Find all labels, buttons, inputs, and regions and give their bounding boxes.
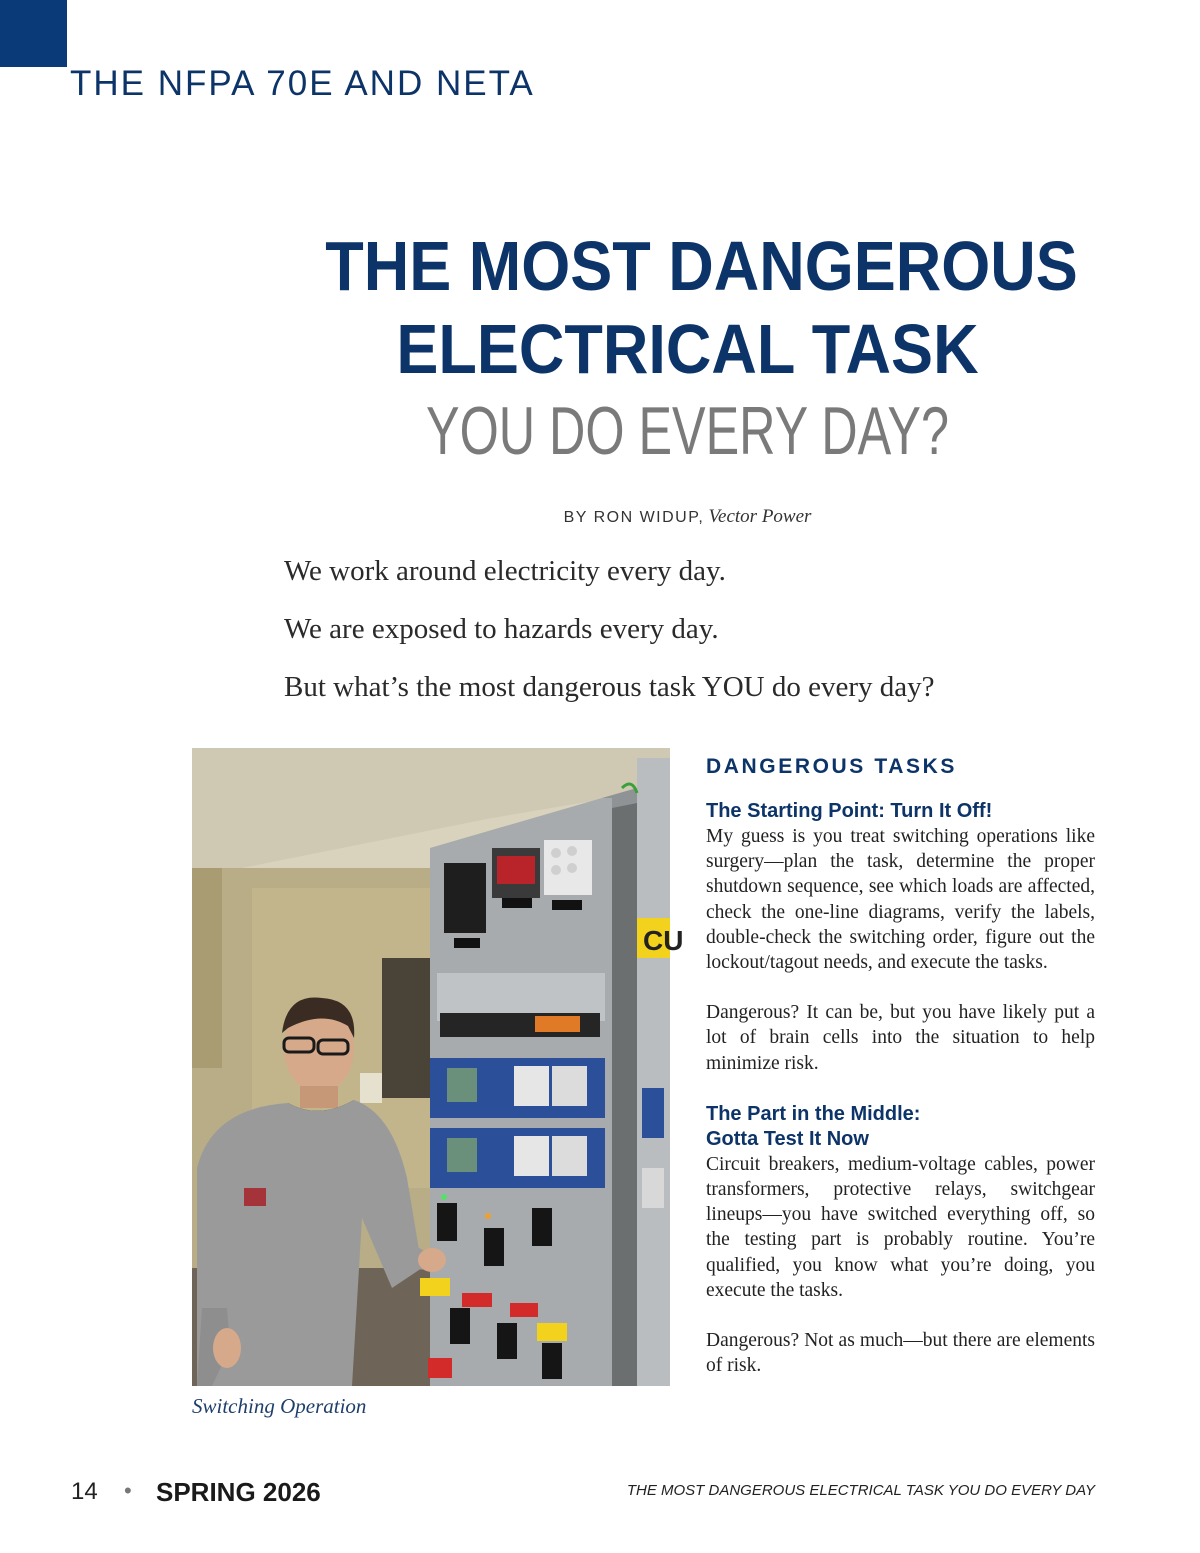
article-title [285,225,1090,471]
corner-color-block [0,0,67,67]
intro-line-3: But what’s the most dangerous task YOU do every day? [284,671,935,703]
issue-label: SPRING 2026 [156,1477,321,1507]
column-heading: DANGEROUS TASKS [706,755,957,778]
section1-paragraph-2: Dangerous? It can be, but you have likely put a lot of brain cells into the situation to help minimize risk. [706,1002,1095,1074]
title-line-1: THE MOST DANGEROUS [325,227,1078,305]
title-line-3: YOU DO EVERY DAY? [426,393,949,469]
running-title: THE MOST DANGEROUS ELECTRICAL TASK YOU DO EVERY DAY [626,1482,1095,1499]
paragraph-spacer [706,975,1095,1000]
title-line-2: ELECTRICAL TASK [396,310,979,388]
intro-paragraphs [284,553,1104,727]
section2-paragraph-2: Dangerous? Not as much—but there are elements of risk. [706,1330,1095,1377]
byline [400,506,975,528]
section2-heading-line-1: The Part in the Middle: [706,1102,921,1125]
switching-operation-photo [192,748,684,1386]
section1-paragraph-1: My guess is you treat switching operations like surgery—plan the task, determine the proper shutdown sequence, see which loads are affected, check the one-line diagrams, verify the labels, double-check the switching order, figure out the lockout/tagout needs, and execute the tasks. [706,826,1095,974]
photo-caption: Switching Operation [192,1394,367,1418]
footer-bullet: • [124,1478,132,1503]
page-footer [71,1474,1095,1514]
byline-author: BY RON WIDUP, [563,509,705,526]
section2-heading-line-2: Gotta Test It Now [706,1127,869,1150]
byline-organization: Vector Power [708,506,812,527]
section1-heading: The Starting Point: Turn It Off! [706,800,993,822]
intro-line-2: We are exposed to hazards every day. [284,613,719,645]
intro-line-1: We work around electricity every day. [284,555,726,587]
section-label: THE NFPA 70E AND NETA [70,64,535,103]
section2-paragraph-1: Circuit breakers, medium-voltage cables, power transformers, protective relays, switchgear lineups—you have switched everything off, so the testing part is probably routine. You’re qualified, you know what you’re doing, you execute the tasks. [706,1153,1095,1301]
page-number: 14 [71,1478,98,1505]
paragraph-spacer [706,1076,1095,1102]
article-column [706,755,1095,1378]
caution-tape-text: CU [643,925,684,956]
paragraph-spacer [706,1303,1095,1328]
